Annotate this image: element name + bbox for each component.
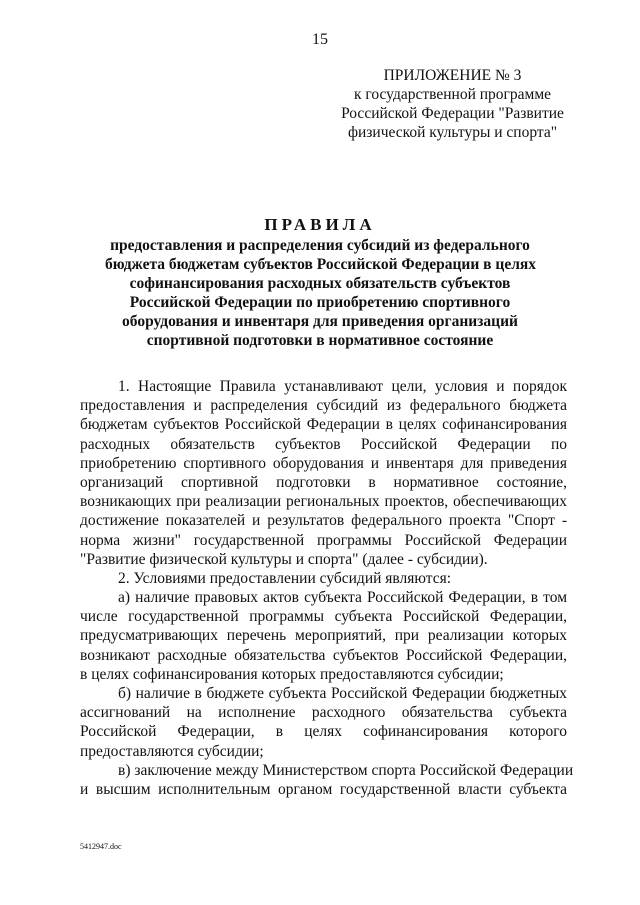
body-line: б) наличие в бюджете субъекта Российской Федерации бюджетных: [118, 685, 567, 702]
body-line: норма жизни" государственной программы Российской Федерации: [80, 531, 567, 549]
body-line: а) наличие правовых актов субъекта Российской Федерации, в том: [118, 589, 567, 607]
appendix-block: [330, 66, 575, 142]
file-name-footer: 5412947.doc: [80, 842, 122, 851]
body-line: достижение показателей и результатов федерального проекта "Спорт -: [80, 512, 567, 530]
page-number: 15: [312, 31, 328, 48]
subtitle-line: предоставления и распределения субсидий из федерального: [110, 237, 530, 254]
document-title: ПРАВИЛА: [264, 215, 376, 234]
subtitle-line: оборудования и инвентаря для приведения организаций: [122, 313, 518, 330]
body-line: бюджетам субъектов Российской Федерации в целях софинансирования: [80, 416, 567, 434]
body-line: "Развитие физической культуры и спорта" (далее - субсидии).: [80, 550, 488, 568]
body-line: 2. Условиями предоставлении субсидий являются:: [118, 569, 452, 587]
body-line: приобретению спортивного оборудования и инвентаря для приведения: [80, 454, 567, 472]
document-body: [80, 377, 574, 799]
body-line: расходных обязательств субъектов Российской Федерации по: [80, 435, 567, 453]
body-line: числе государственной программы субъекта Российской Федерации,: [80, 608, 567, 626]
body-line: возникают расходные обязательства субъектов Российской Федерации,: [80, 646, 567, 664]
body-line: Российской Федерации, в целях софинансирования которого: [80, 723, 567, 741]
document-subtitle: [105, 236, 535, 350]
body-line: предусматривающих перечень мероприятий, при реализации которых: [80, 627, 567, 645]
subtitle-line: спортивной подготовки в нормативное состояние: [146, 332, 494, 349]
body-line: в целях софинансирования которых предоставляются субсидии;: [80, 665, 504, 683]
body-line: 1. Настоящие Правила устанавливают цели, условия и порядок: [118, 378, 567, 395]
body-line: предоставляются субсидии;: [80, 742, 264, 760]
subtitle-line: софинансирования расходных обязательств субъектов: [129, 275, 511, 292]
body-line: организаций спортивной подготовки в нормативное состояние,: [80, 473, 567, 491]
body-line: и высшим исполнительным органом государственной власти субъекта: [80, 780, 567, 798]
body-line: ассигнований на исполнение расходного обязательства субъекта: [80, 704, 567, 722]
body-line: возникающих при реализации региональных проектов, обеспечивающих: [80, 493, 567, 511]
body-line: в) заключение между Министерством спорта Российской Федерации: [118, 761, 574, 779]
appendix-line: Российской Федерации "Развитие: [341, 105, 564, 122]
appendix-line: ПРИЛОЖЕНИЕ № 3: [383, 67, 522, 84]
body-line: предоставления и распределения субсидий из федерального бюджета: [80, 397, 567, 415]
subtitle-line: бюджета бюджетам субъектов Российской Федерации в целях: [105, 256, 537, 273]
appendix-line: к государственной программе: [353, 86, 552, 103]
appendix-line: физической культуры и спорта": [347, 124, 558, 141]
subtitle-line: Российской Федерации по приобретению спортивного: [129, 294, 511, 311]
